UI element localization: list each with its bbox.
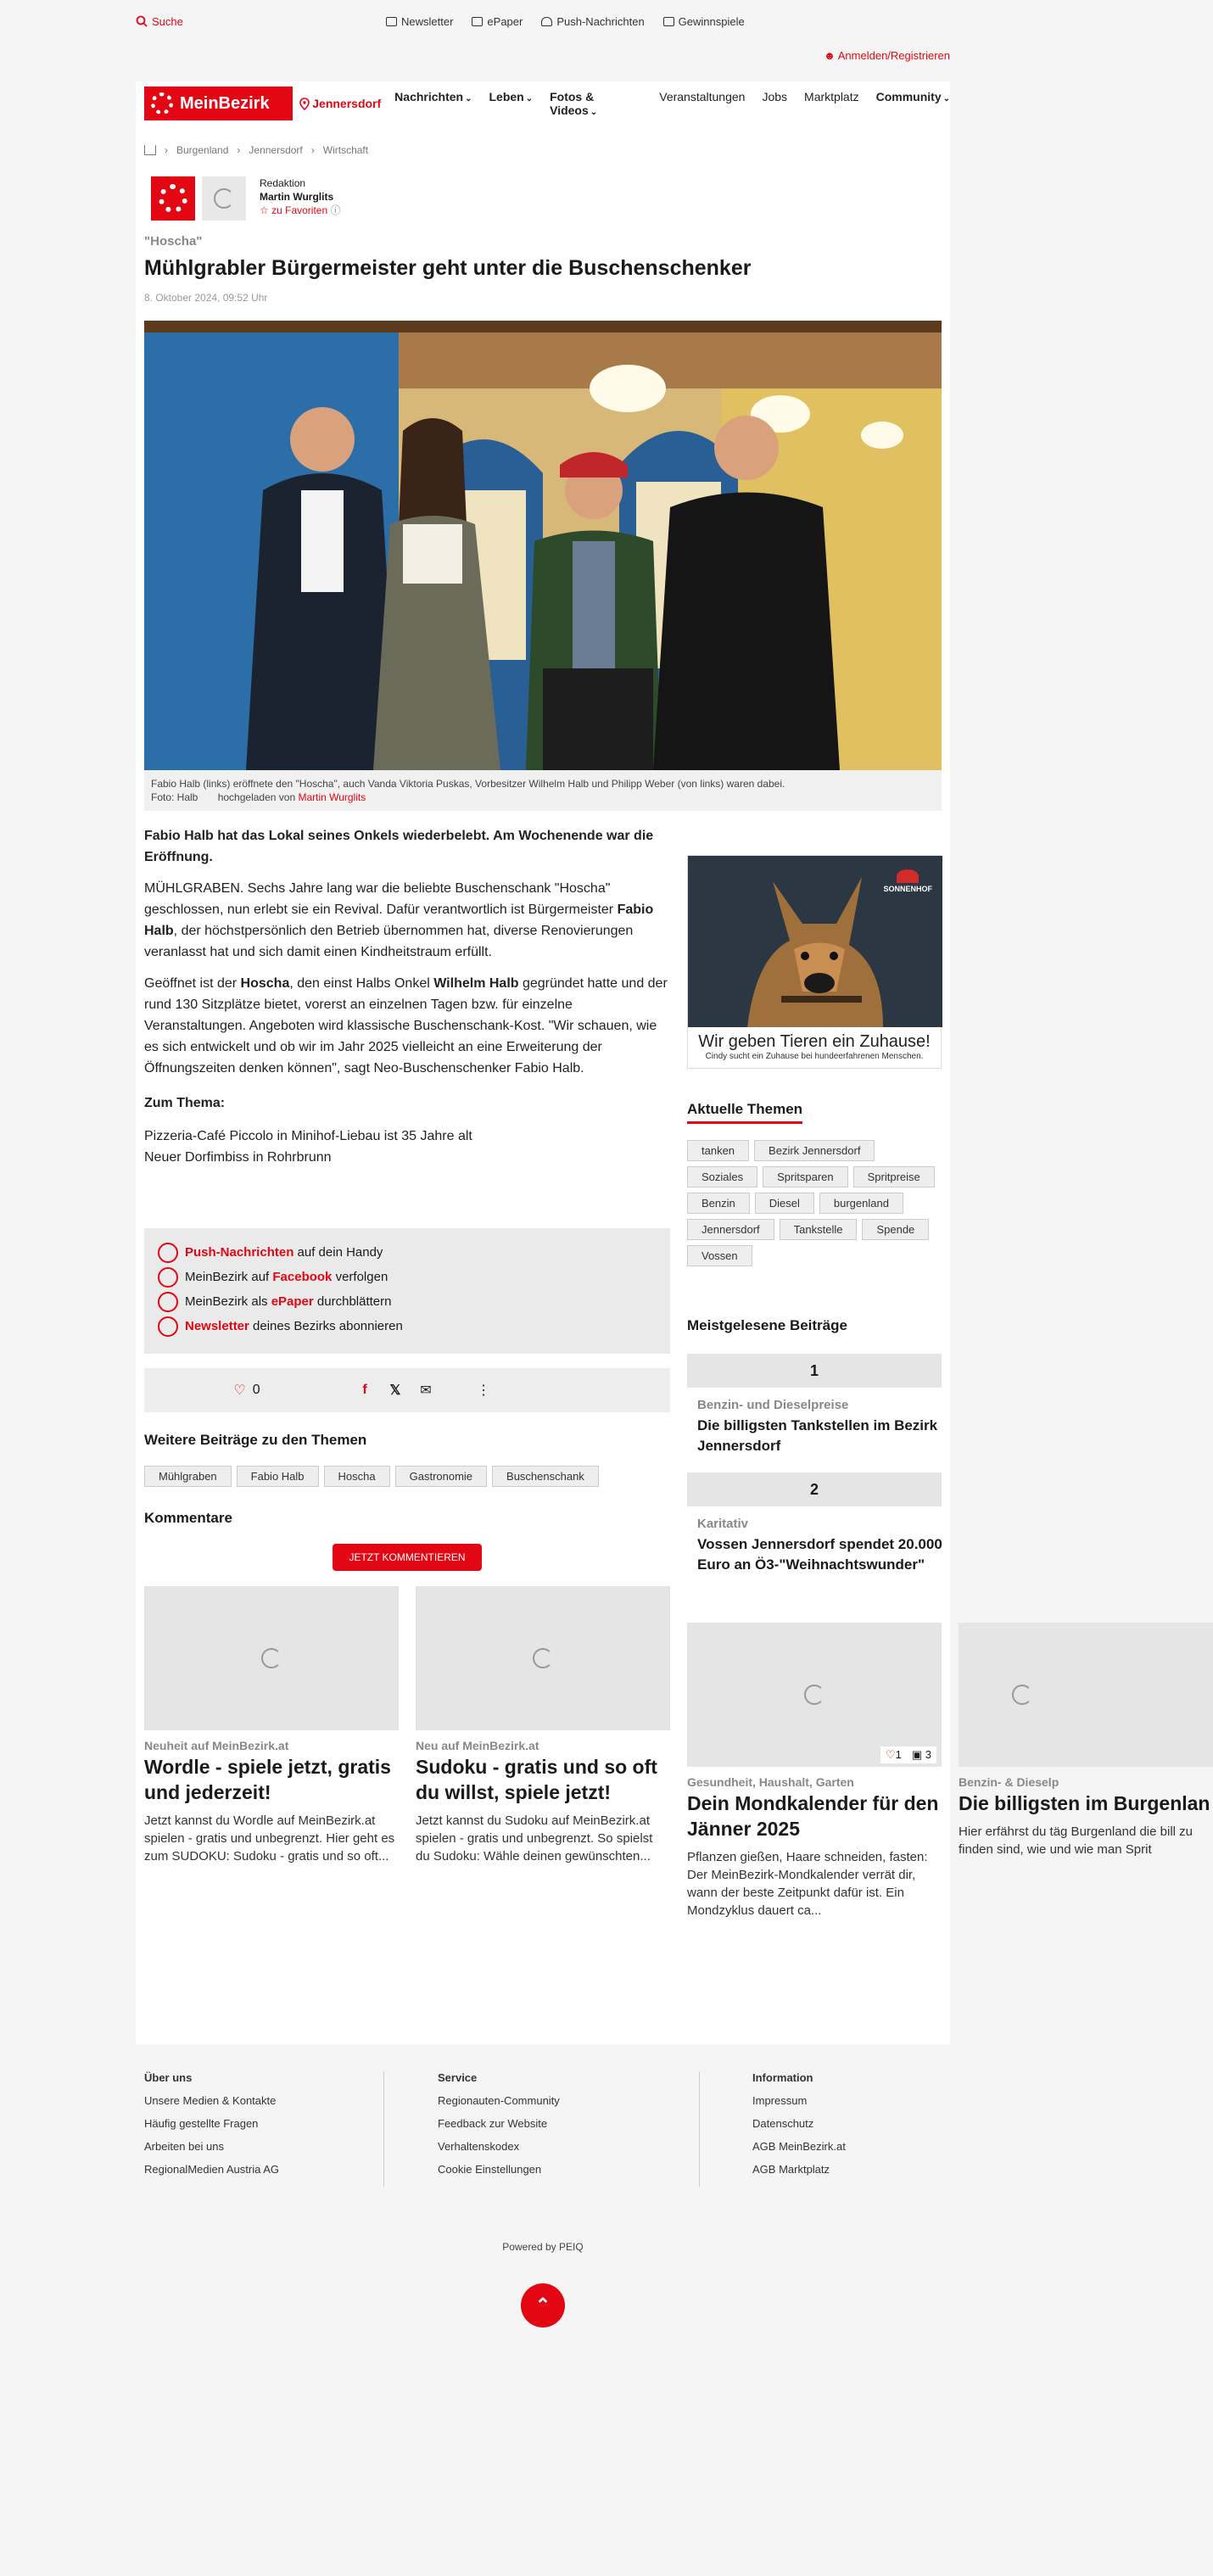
main-nav <box>136 81 950 126</box>
breadcrumb-separator: › <box>310 144 315 156</box>
topic-tag[interactable]: Mühlgraben <box>144 1466 232 1487</box>
topic-tag[interactable]: Spritpreise <box>853 1166 935 1187</box>
topic-tag[interactable]: Gastronomie <box>395 1466 487 1487</box>
logo-mark-icon <box>151 92 173 115</box>
favorite-button[interactable] <box>260 204 341 217</box>
article-kicker: "Hoscha" <box>144 234 203 249</box>
item-category: Benzin- und Dieselpreise <box>697 1398 849 1412</box>
redaktion-avatar[interactable] <box>151 176 195 221</box>
promo-text: MeinBezirk als <box>185 1294 271 1309</box>
topic-tag[interactable]: Buschenschank <box>492 1466 599 1487</box>
footer-divider <box>699 2071 700 2187</box>
email-share-button[interactable] <box>411 1382 441 1399</box>
location-label: Jennersdorf <box>312 97 382 110</box>
promo-bold: Newsletter <box>185 1319 249 1333</box>
footer-link[interactable]: Unsere Medien & Kontakte <box>144 2094 277 2107</box>
footer-col-title: Über uns <box>144 2071 193 2084</box>
item-category: Karitativ <box>697 1517 749 1531</box>
article-paragraph-1 <box>144 878 670 963</box>
topic-tag[interactable]: Fabio Halb <box>237 1466 319 1487</box>
card-text: Jetzt kannst du Sudoku auf MeinBezirk.at spielen - gratis und unbegrenzt. So spielst du Sudoku: Wähle deinen gewünschten... <box>416 1813 653 1864</box>
topic-tag[interactable]: Vossen <box>687 1245 752 1266</box>
promo-bold: Facebook <box>272 1270 333 1284</box>
breadcrumb-separator: › <box>165 144 168 156</box>
footer-link[interactable]: Häufig gestellte Fragen <box>144 2117 259 2130</box>
topic-tag[interactable]: Spende <box>862 1219 929 1240</box>
promo-facebook[interactable] <box>158 1265 657 1289</box>
mail-icon: ✉ <box>420 1383 432 1398</box>
footer-link[interactable]: AGB MeinBezirk.at <box>752 2140 846 2153</box>
facebook-icon <box>158 1267 178 1288</box>
ad-brand-label: SONNENHOF <box>883 885 932 893</box>
thema-title: Zum Thema: <box>144 1096 226 1110</box>
card-category: Gesundheit, Haushalt, Garten <box>687 1775 854 1789</box>
article-body <box>144 825 670 1168</box>
footer-link[interactable]: RegionalMedien Austria AG <box>144 2163 279 2176</box>
nav-item-veranstaltungen[interactable]: Veranstaltungen <box>659 90 746 103</box>
image-caption <box>144 770 942 811</box>
newsletter-label: Newsletter <box>401 14 454 28</box>
promo-text: deines Bezirks abonnieren <box>249 1319 403 1333</box>
ad-subtitle: Cindy sucht ein Zuhause bei hundeerfahrenen Menschen. <box>705 1052 924 1061</box>
promo-push[interactable] <box>158 1240 657 1265</box>
epaper-label: ePaper <box>487 14 523 28</box>
card-title: Wordle - spiele jetzt, gratis und jederzeit! <box>144 1756 391 1803</box>
promo-epaper[interactable] <box>158 1289 657 1314</box>
promo-text: verfolgen <box>332 1270 388 1284</box>
rank-number: 1 <box>687 1354 942 1388</box>
logo-text: MeinBezirk <box>180 93 270 113</box>
sun-logo-icon <box>897 869 919 883</box>
topic-tag[interactable]: Spritsparen <box>763 1166 847 1187</box>
breadcrumb-jennersdorf[interactable]: Jennersdorf <box>249 144 303 156</box>
author-role: Redaktion <box>260 177 306 189</box>
meistgelesen-item[interactable] <box>697 1398 943 1456</box>
card-title: Die billigsten im Burgenlan <box>959 1792 1210 1814</box>
text-bold: Fabio Halb <box>144 902 654 938</box>
topic-tag[interactable]: tanken <box>687 1140 749 1161</box>
footer-col-ueber-uns <box>144 2071 279 2186</box>
nav-item-nachrichten[interactable] <box>394 90 472 117</box>
photo-credit: Foto: Halb <box>151 791 198 803</box>
newsletter-link[interactable] <box>386 15 453 28</box>
facebook-share-button[interactable] <box>349 1383 380 1398</box>
breadcrumb-separator: › <box>237 144 241 156</box>
login-label: Anmelden/Registrieren <box>837 49 950 62</box>
nav-label: Community <box>875 90 942 103</box>
like-badge <box>886 1748 902 1762</box>
more-topics-tags <box>144 1466 670 1487</box>
topic-tag[interactable]: Tankstelle <box>780 1219 858 1240</box>
epaper-link[interactable] <box>472 15 523 28</box>
login-link[interactable] <box>136 49 950 70</box>
double-chevron-up-icon: ⌃ <box>534 2294 551 2316</box>
logo-mark-icon <box>159 184 187 213</box>
footer-link[interactable]: Impressum <box>752 2094 808 2107</box>
caption-text: Fabio Halb (links) eröffnete den "Hoscha", auch Vanda Viktoria Puskas, Vorbesitzer Wilhelm Halb und Philipp Weber (von links) waren dabei. <box>151 778 785 790</box>
more-vertical-icon: ⋮ <box>477 1383 490 1398</box>
text-segment: MÜHLGRABEN. Sechs Jahre lang war die beliebte Buschenschank "Hoscha" geschlossen, nun erlebt sie ein Revival. Dafür verantwortlich ist Bürgermeister <box>144 881 618 917</box>
breadcrumb-wirtschaft[interactable]: Wirtschaft <box>322 144 369 156</box>
promo-bold: ePaper <box>271 1294 314 1309</box>
x-share-button[interactable] <box>380 1382 411 1399</box>
phone-icon <box>158 1243 178 1263</box>
text-bold: Hoscha <box>240 976 290 991</box>
facebook-icon: f <box>362 1383 367 1397</box>
utility-bar <box>136 0 950 42</box>
location-pin-icon <box>299 98 310 110</box>
chevron-down-icon: ⌄ <box>525 94 534 103</box>
nav-label: Leben <box>489 90 524 103</box>
meistgelesen-title: Meistgelesene Beiträge <box>687 1317 847 1333</box>
card-text: Hier erfährst du täg Burgenland die bill zu finden sind, wie und wie man Sprit <box>959 1824 1193 1857</box>
location-selector[interactable] <box>299 97 381 110</box>
topic-tag[interactable]: Jennersdorf <box>687 1219 774 1240</box>
thema-link[interactable]: Neuer Dorfimbiss in Rohrbrunn <box>144 1150 332 1165</box>
back-to-top-button[interactable] <box>521 2283 565 2327</box>
nav-label: Fotos & Videos <box>550 90 595 117</box>
card-image <box>687 1623 942 1767</box>
hero-image[interactable] <box>144 321 942 770</box>
search-link[interactable] <box>136 15 183 28</box>
article-headline: Mühlgrabler Bürgermeister geht unter die Buschenschenker <box>144 256 752 280</box>
info-icon[interactable]: ⓘ <box>330 204 341 216</box>
ad-image <box>688 856 942 1027</box>
card-image <box>144 1586 399 1730</box>
more-options-button[interactable] <box>441 1382 526 1399</box>
loading-spinner-icon <box>214 188 234 209</box>
topic-tag[interactable]: burgenland <box>819 1193 903 1214</box>
topic-tag[interactable]: Bezirk Jennersdorf <box>754 1140 875 1161</box>
card-image <box>959 1623 1213 1767</box>
loading-spinner-icon <box>261 1648 282 1668</box>
newspaper-icon <box>158 1292 178 1312</box>
promo-bold: Push-Nachrichten <box>185 1245 294 1260</box>
comments-title: Kommentare <box>144 1510 232 1526</box>
topic-tag[interactable]: Diesel <box>755 1193 814 1214</box>
home-icon[interactable] <box>144 145 156 155</box>
like-button[interactable] <box>144 1382 349 1399</box>
search-icon <box>136 15 148 27</box>
like-count: 1 <box>895 1748 902 1761</box>
card-text: Pflanzen gießen, Haare schneiden, fasten: Der MeinBezirk-Mondkalender verrät dir, wann der beste Zeitpunkt dafür ist. Ein Mondzyklus dauert ca... <box>687 1850 928 1918</box>
card-title: Dein Mondkalender für den Jänner 2025 <box>687 1792 939 1840</box>
share-bar <box>144 1368 670 1412</box>
promo-text: MeinBezirk auf <box>185 1270 273 1284</box>
nav-item-fotos-videos[interactable] <box>550 90 642 117</box>
footer-col-title: Information <box>752 2071 813 2084</box>
heart-icon: ♡ <box>233 1383 246 1398</box>
bell-icon <box>541 17 552 26</box>
ad-banner[interactable] <box>687 855 942 1069</box>
uploaded-label: hochgeladen von <box>217 791 296 803</box>
nav-item-jobs[interactable]: Jobs <box>762 90 788 103</box>
footer-link[interactable]: Verhaltenskodex <box>438 2140 520 2153</box>
star-icon: ☆ <box>260 204 269 216</box>
heart-icon: ♡ <box>885 1748 896 1761</box>
card-category: Neuheit auf MeinBezirk.at <box>144 1739 289 1752</box>
teaser-card[interactable] <box>416 1586 670 1865</box>
card-category: Benzin- & Dieselp <box>959 1775 1059 1789</box>
aktuelle-themen-tags <box>687 1140 942 1266</box>
teaser-card[interactable] <box>687 1623 942 1919</box>
text-segment: , den einst Halbs Onkel <box>289 976 434 991</box>
thema-link[interactable]: Pizzeria-Café Piccolo in Minihof-Liebau ist 35 Jahre alt <box>144 1129 472 1143</box>
chevron-down-icon: ⌄ <box>465 94 472 103</box>
loading-spinner-icon <box>533 1648 553 1668</box>
text-segment: , der höchstpersönlich den Betrieb übernommen hat, diverse Renovierungen veranlasst hat und sich damit einen Kindheitstraum erfüllt. <box>144 924 634 959</box>
gewinnspiele-link[interactable] <box>663 15 745 28</box>
powered-by[interactable]: Powered by PEIQ <box>502 2241 584 2253</box>
author-avatar[interactable] <box>202 176 246 221</box>
nav-item-community[interactable] <box>876 90 950 117</box>
footer-link[interactable]: AGB Marktplatz <box>752 2163 830 2176</box>
footer-link[interactable]: Cookie Einstellungen <box>438 2163 542 2176</box>
ad-brand <box>883 869 932 893</box>
breadcrumb <box>144 144 368 156</box>
gift-icon <box>663 17 674 26</box>
loading-spinner-icon <box>804 1685 825 1705</box>
push-label: Push-Nachrichten <box>556 14 645 28</box>
ad-title: Wir geben Tieren ein Zuhause! <box>698 1032 931 1051</box>
mail-icon <box>386 17 397 26</box>
footer-link[interactable]: Regionauten-Community <box>438 2094 560 2107</box>
text-segment: gegründet hatte und der rund 130 Sitzplätze bietet, vorerst an einzelnen Tagen bzw. für einzelne Veranstaltungen. Angeboten wird klassische Buschenschank-Kost. "Wir schauen, wie es sich entwickelt und ob wir im Jahr 2025 vielleicht an eine Erweiterung der Öffnungszeiten denken können", sagt Neo-Buschenschenker Fabio Halb. <box>144 976 668 1076</box>
chevron-down-icon: ⌄ <box>942 94 950 103</box>
article-date: 8. Oktober 2024, 09:52 Uhr <box>144 292 268 304</box>
user-icon: ☻ <box>824 49 836 62</box>
nav-label: Nachrichten <box>394 90 464 103</box>
nav-item-leben[interactable] <box>489 90 533 117</box>
meistgelesen-item[interactable] <box>697 1517 943 1575</box>
footer-link[interactable]: Arbeiten bei uns <box>144 2140 224 2153</box>
search-label: Suche <box>152 14 183 28</box>
photo-badge <box>912 1748 931 1762</box>
newspaper-icon <box>472 17 483 26</box>
nav-item-marktplatz[interactable]: Marktplatz <box>804 90 859 103</box>
topic-tag[interactable]: Soziales <box>687 1166 757 1187</box>
footer-col-information <box>752 2071 846 2186</box>
like-count: 0 <box>252 1383 260 1397</box>
images-icon: ▣ <box>911 1748 923 1761</box>
x-icon: 𝕏 <box>389 1383 401 1398</box>
author-name[interactable]: Martin Wurglits <box>260 191 334 203</box>
item-title: Vossen Jennersdorf spendet 20.000 Euro an Ö3-"Weihnachtswunder" <box>697 1536 942 1573</box>
footer-divider <box>383 2071 384 2187</box>
aktuelle-themen-title: Aktuelle Themen <box>687 1101 802 1124</box>
item-title: Die billigsten Tankstellen im Bezirk Jennersdorf <box>697 1417 938 1454</box>
promo-text: durchblättern <box>313 1294 392 1309</box>
promo-box <box>144 1228 670 1354</box>
text-segment: Geöffnet ist der <box>144 976 241 991</box>
card-category: Neu auf MeinBezirk.at <box>416 1739 539 1752</box>
hero-photo <box>144 321 942 770</box>
gewinnspiele-label: Gewinnspiele <box>678 14 745 28</box>
teaser-card[interactable] <box>144 1586 399 1865</box>
mail-icon <box>158 1316 178 1337</box>
favorite-label: zu Favoriten <box>271 204 328 216</box>
card-title: Sudoku - gratis und so oft du willst, spiele jetzt! <box>416 1756 657 1803</box>
article-lead: Fabio Halb hat das Lokal seines Onkels wiederbelebt. Am Wochenende war die Eröffnung. <box>144 829 654 864</box>
uploader-link[interactable]: Martin Wurglits <box>298 791 366 803</box>
card-text: Jetzt kannst du Wordle auf MeinBezirk.at spielen - gratis und unbegrenzt. Hier geht es zum SUDOKU: Sudoku - gratis und so oft... <box>144 1813 395 1864</box>
loading-spinner-icon <box>1012 1685 1032 1705</box>
push-link[interactable] <box>541 15 644 28</box>
text-bold: Wilhelm Halb <box>433 976 519 991</box>
photo-count: 3 <box>925 1748 931 1761</box>
footer-link[interactable]: Feedback zur Website <box>438 2117 548 2130</box>
promo-text: auf dein Handy <box>293 1245 383 1260</box>
author-box <box>151 176 341 221</box>
topic-tag[interactable]: Hoscha <box>324 1466 390 1487</box>
teaser-card[interactable] <box>959 1623 1210 1858</box>
rank-number: 2 <box>687 1472 942 1506</box>
footer-col-title: Service <box>438 2071 478 2084</box>
promo-newsletter[interactable] <box>158 1314 657 1338</box>
logo[interactable] <box>144 87 293 120</box>
chevron-down-icon: ⌄ <box>590 108 598 117</box>
article-paragraph-2 <box>144 973 670 1079</box>
topic-tag[interactable]: Benzin <box>687 1193 750 1214</box>
more-topics-title: Weitere Beiträge zu den Themen <box>144 1432 367 1448</box>
card-badges <box>880 1746 936 1763</box>
breadcrumb-burgenland[interactable]: Burgenland <box>176 144 229 156</box>
footer-col-service <box>438 2071 560 2186</box>
comment-button[interactable]: JETZT KOMMENTIEREN <box>333 1544 482 1571</box>
card-image <box>416 1586 670 1730</box>
footer-link[interactable]: Datenschutz <box>752 2117 814 2130</box>
